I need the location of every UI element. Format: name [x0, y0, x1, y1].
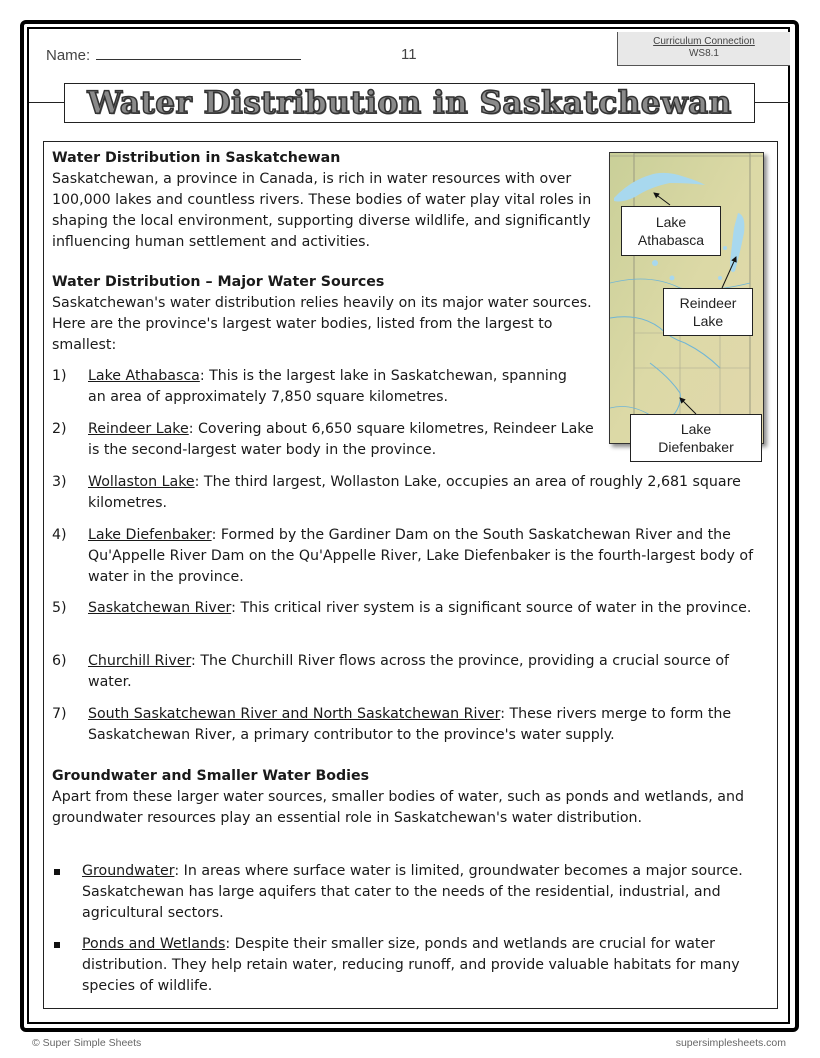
page-title: Water Distribution in Saskatchewan — [87, 85, 732, 121]
list-text: : This critical river system is a significant source of water in the province. — [231, 600, 752, 616]
list-item — [52, 472, 772, 514]
list-number: 2) — [52, 421, 67, 437]
list-term: Lake Athabasca — [88, 368, 200, 384]
list-number: 7) — [52, 706, 67, 722]
bullet-square-icon — [54, 869, 60, 875]
intro-heading: Water Distribution in Saskatchewan — [52, 150, 341, 166]
intro-body: Saskatchewan, a province in Canada, is rich in water resources with over 100,000 lakes and countless rivers. These bodies of water play vital roles in shaping the local environment, supporting diverse wildlife, and significantly influencing human settlement and activities. — [52, 171, 592, 250]
bullet-term: Groundwater — [82, 863, 175, 879]
name-label: Name: — [46, 47, 91, 64]
list-item — [52, 366, 572, 408]
callout-lake-diefenbaker — [630, 414, 762, 462]
curriculum-connection-box — [617, 32, 790, 66]
list-number: 3) — [52, 474, 67, 490]
list-item — [52, 525, 772, 588]
bullet-text: : In areas where surface water is limited, groundwater becomes a major source. Saskatchewan has large aquifers that cater to the needs of the residential, industrial, and agricultural sectors. — [82, 863, 743, 921]
list-text: : The third largest, Wollaston Lake, occupies an area of roughly 2,681 square kilometres. — [88, 474, 741, 511]
list-text: : These rivers merge to form the Saskatchewan River, a primary contributor to the province's water supply. — [88, 706, 732, 743]
major-sources-section — [52, 272, 600, 356]
list-text: : Formed by the Gardiner Dam on the South Saskatchewan River and the Qu'Appelle River Dam on the Qu'Appelle River, Lake Diefenbaker is the fourth-largest body of water in the province. — [88, 527, 754, 585]
list-text: : Covering about 6,650 square kilometres, Reindeer Lake is the second-largest water body in the province. — [88, 421, 594, 458]
list-term: Churchill River — [88, 653, 192, 669]
list-item — [52, 598, 772, 619]
page-number: 11 — [401, 46, 417, 63]
callout-reindeer-lake — [663, 288, 753, 336]
callout-line1: Reindeer — [679, 295, 737, 311]
curriculum-title: Curriculum Connection — [653, 36, 755, 47]
list-item — [52, 419, 600, 461]
callout-line1: Lake — [655, 214, 687, 230]
list-text: : This is the largest lake in Saskatchewan, spanning an area of approximately 7,850 square kilometres. — [88, 368, 567, 405]
footer-copyright: © Super Simple Sheets — [32, 1037, 142, 1049]
list-term: South Saskatchewan River and North Saskatchewan River — [88, 706, 501, 722]
bullet-item — [52, 934, 772, 997]
curriculum-code: WS8.1 — [688, 48, 719, 59]
callout-line2: Athabasca — [637, 232, 705, 248]
list-term: Reindeer Lake — [88, 421, 189, 437]
callout-line1: Lake — [680, 421, 712, 437]
callout-line2: Lake — [692, 313, 724, 329]
groundwater-section — [52, 766, 772, 829]
intro-section — [52, 148, 600, 253]
title-banner — [64, 83, 755, 123]
bullet-square-icon — [54, 942, 60, 948]
bullet-item — [52, 861, 772, 924]
groundwater-body: Apart from these larger water sources, smaller bodies of water, such as ponds and wetlands, and groundwater resources play an essential role in Saskatchewan's water distribution. — [52, 789, 744, 826]
list-term: Wollaston Lake — [88, 474, 195, 490]
major-sources-body: Saskatchewan's water distribution relies heavily on its major water sources. Here are the province's largest water bodies, listed from the largest to smallest: — [52, 295, 592, 353]
footer-website-link[interactable]: supersimplesheets.com — [675, 1037, 786, 1049]
list-number: 6) — [52, 653, 67, 669]
bullet-text: : Despite their smaller size, ponds and wetlands are crucial for water distribution. They help retain water, reducing runoff, and provide valuable habitats for many species of wildlife. — [82, 936, 740, 994]
callout-line2: Diefenbaker — [658, 439, 734, 455]
name-field[interactable] — [46, 46, 301, 64]
list-item — [52, 704, 772, 746]
bullet-term: Ponds and Wetlands — [82, 936, 226, 952]
list-term: Lake Diefenbaker — [88, 527, 212, 543]
list-item — [52, 651, 772, 693]
list-text: : The Churchill River flows across the province, providing a crucial source of water. — [88, 653, 730, 690]
list-number: 5) — [52, 600, 67, 616]
name-blank-line[interactable] — [96, 46, 301, 60]
list-number: 4) — [52, 527, 67, 543]
list-term: Saskatchewan River — [88, 600, 232, 616]
list-number: 1) — [52, 368, 67, 384]
major-sources-heading: Water Distribution – Major Water Sources — [52, 274, 385, 290]
callout-lake-athabasca — [621, 206, 721, 256]
groundwater-heading: Groundwater and Smaller Water Bodies — [52, 768, 370, 784]
